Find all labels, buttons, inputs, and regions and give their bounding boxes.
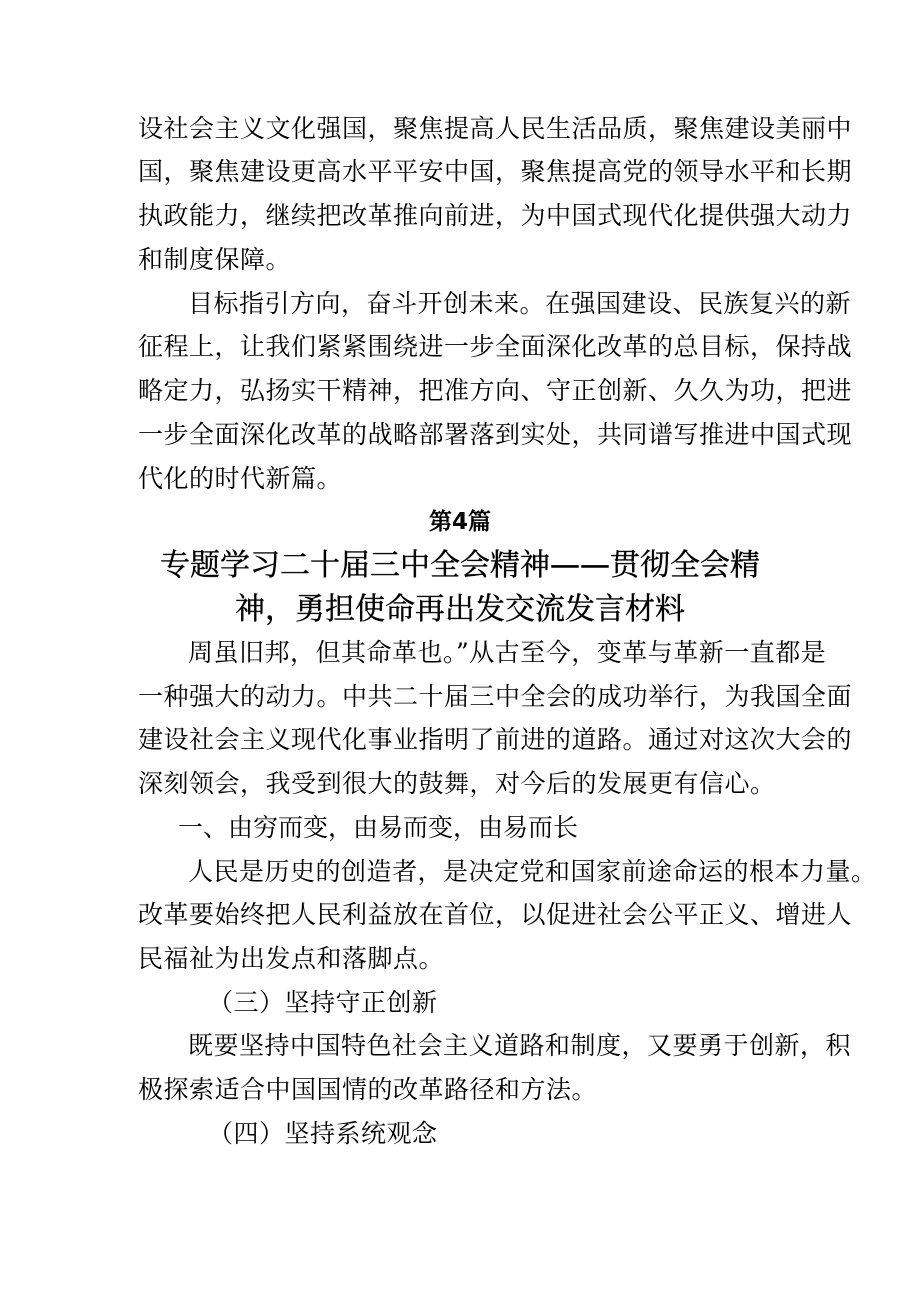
text-line: 征程上，让我们紧紧围绕进一步全面深化改革的总目标，保持战 (138, 332, 853, 361)
text-line: 一种强大的动力。中共二十届三中全会的成功举行，为我国全面 (138, 682, 853, 711)
text-line: 代化的时代新篇。 (138, 464, 343, 493)
text-line: 人民是历史的创造者，是决定党和国家前途命运的根本力量。 (188, 857, 877, 886)
text-line: 民福祉为出发点和落脚点。 (138, 944, 445, 973)
text-line: 国，聚焦建设更高水平平安中国，聚焦提高党的领导水平和长期 (138, 157, 853, 186)
section-heading: （四）坚持系统观念 (208, 1119, 438, 1148)
text-line: 深刻领会，我受到很大的鼓舞，对今后的发展更有信心。 (138, 769, 776, 798)
text-line: 设社会主义文化强国，聚焦提高人民生活品质，聚焦建设美丽中 (138, 114, 853, 143)
text-line: 目标指引方向，奋斗开创未来。在强国建设、民族复兴的新 (188, 289, 852, 318)
text-line: 一步全面深化改革的战略部署落到实处，共同谱写推进中国式现 (138, 420, 853, 449)
text-line: 建设社会主义现代化事业指明了前进的道路。通过对这次大会的 (138, 725, 853, 754)
section-heading: （三）坚持守正创新 (208, 988, 438, 1017)
article-title-line: 神，勇担使命再出发交流发言材料 (235, 592, 685, 627)
section-heading: 一、由穷而变，由易而变，由易而长 (178, 813, 579, 842)
text-line: 既要坚持中国特色社会主义道路和制度，又要勇于创新，积 (188, 1031, 852, 1060)
text-line: 周虽旧邦，但其命革也。”从古至今，变革与革新一直都是 (188, 638, 827, 667)
text-line: 和制度保障。 (138, 245, 292, 274)
text-line: 执政能力，继续把改革推向前进，为中国式现代化提供强大动力 (138, 201, 853, 230)
article-title-line: 专题学习二十届三中全会精神——贯彻全会精 (160, 548, 760, 583)
section-label: 第4篇 (428, 509, 491, 535)
text-line: 略定力，弘扬实干精神，把准方向、守正创新、久久为功，把进 (138, 376, 853, 405)
text-line: 改革要始终把人民利益放在首位，以促进社会公平正义、增进人 (138, 900, 853, 929)
text-line: 极探索适合中国国情的改革路径和方法。 (138, 1075, 598, 1104)
